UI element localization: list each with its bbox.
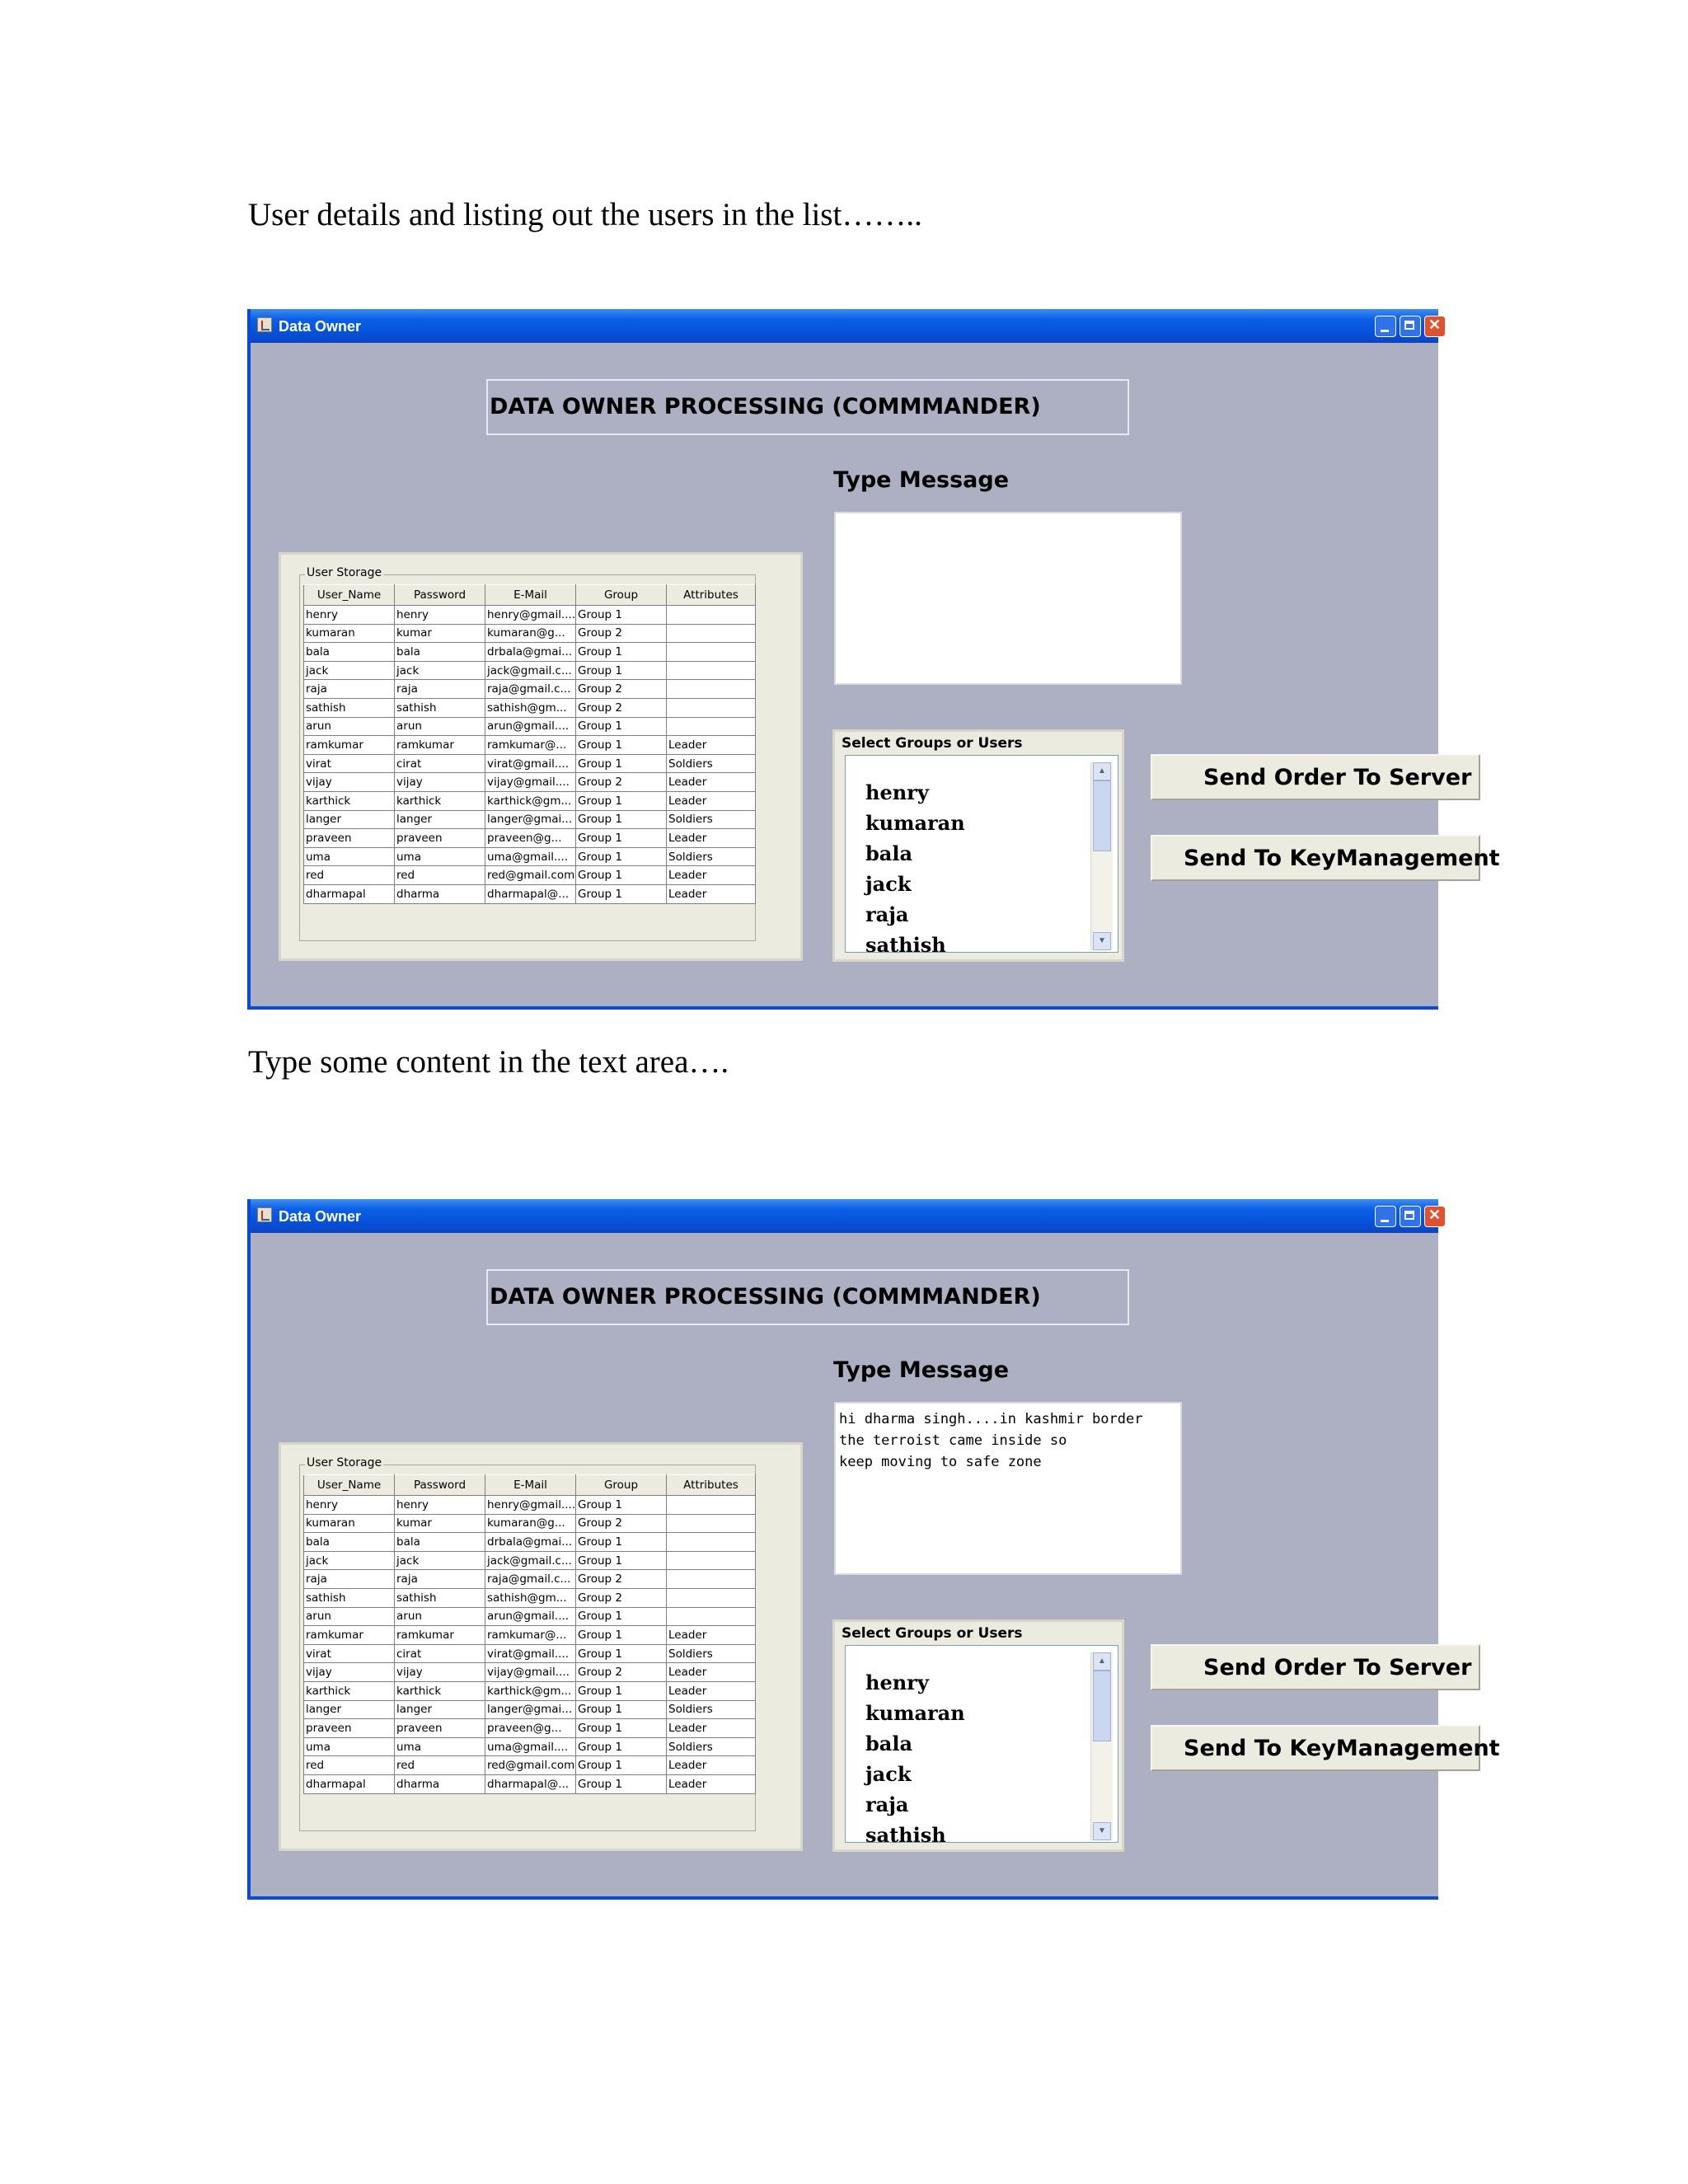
table-cell: karthick	[304, 1681, 395, 1700]
caption-user-details: User details and listing out the users in the list……..	[248, 197, 922, 232]
list-item[interactable]: raja	[865, 1793, 909, 1816]
type-message-label: Type Message	[833, 1357, 1010, 1383]
message-textarea[interactable]	[834, 1402, 1182, 1575]
table-cell: Group 1	[576, 791, 667, 810]
table-body	[304, 606, 756, 904]
column-header-email[interactable]: E-Mail	[485, 1475, 576, 1496]
table-cell: Group 2	[576, 624, 667, 643]
title-bar[interactable]	[251, 1199, 1438, 1233]
table-row[interactable]	[304, 1774, 756, 1793]
table-cell: virat	[304, 1644, 395, 1663]
table-cell: raja@gmail.c...	[485, 680, 576, 699]
table-cell: Soldiers	[667, 1644, 756, 1663]
table-row[interactable]	[304, 1681, 756, 1700]
table-cell: praveen@g...	[485, 829, 576, 848]
table-cell: jack	[395, 661, 485, 680]
table-cell: langer@gmai...	[485, 810, 576, 829]
table-cell: arun@gmail....	[485, 1607, 576, 1626]
table-cell: jack	[304, 661, 395, 680]
type-message-label: Type Message	[833, 467, 1010, 493]
message-textarea[interactable]	[834, 512, 1182, 685]
table-cell: red	[304, 866, 395, 885]
table-cell: Leader	[667, 1756, 756, 1775]
table-cell: arun	[304, 1607, 395, 1626]
table-cell: praveen	[304, 829, 395, 848]
table-cell: Group 1	[576, 829, 667, 848]
table-cell: kumar	[395, 1514, 485, 1533]
table-cell: Leader	[667, 1681, 756, 1700]
table-cell: Group 2	[576, 1570, 667, 1589]
table-cell: langer	[395, 810, 485, 829]
select-groups-panel	[832, 729, 1124, 962]
table-cell: Leader	[667, 866, 756, 885]
table-cell: red	[304, 1756, 395, 1775]
column-header-group[interactable]: Group	[576, 1475, 667, 1496]
table-cell: karthick	[395, 1681, 485, 1700]
table-cell: uma	[395, 847, 485, 866]
table-cell: uma@gmail....	[485, 1737, 576, 1756]
table-row[interactable]	[304, 661, 756, 680]
table-cell: vijay	[304, 773, 395, 792]
table-cell: Leader	[667, 1719, 756, 1738]
maximize-icon[interactable]	[1400, 316, 1421, 337]
table-cell	[667, 624, 756, 643]
table-cell: Leader	[667, 773, 756, 792]
table-cell: arun	[395, 717, 485, 736]
table-cell: karthick	[304, 791, 395, 810]
list-scrollbar[interactable]	[1090, 762, 1113, 950]
table-cell: bala	[304, 643, 395, 662]
table-cell: uma	[304, 847, 395, 866]
table-cell	[667, 1533, 756, 1552]
scroll-up-icon[interactable]: ▲	[1093, 1652, 1111, 1671]
user-table[interactable]	[303, 1474, 756, 1794]
java-cup-icon	[257, 1207, 272, 1222]
page-title: DATA OWNER PROCESSING (COMMMANDER)	[486, 1269, 1129, 1325]
table-cell: Leader	[667, 829, 756, 848]
column-header-group[interactable]: Group	[576, 585, 667, 606]
column-header-password[interactable]: Password	[395, 585, 485, 606]
table-cell: dharmapal@...	[485, 884, 576, 903]
table-cell: karthick@gm...	[485, 1681, 576, 1700]
table-cell: Group 1	[576, 847, 667, 866]
table-cell: uma@gmail....	[485, 847, 576, 866]
table-cell: henry	[304, 606, 395, 625]
table-cell: Soldiers	[667, 1737, 756, 1756]
table-cell	[667, 643, 756, 662]
table-row[interactable]	[304, 884, 756, 903]
user-storage-panel	[279, 1442, 803, 1851]
table-cell: dharmapal	[304, 1774, 395, 1793]
table-cell: kumaran	[304, 1514, 395, 1533]
table-cell: Group 1	[576, 1533, 667, 1552]
users-list[interactable]	[845, 755, 1118, 957]
table-cell: drbala@gmai...	[485, 1533, 576, 1552]
table-cell: sathish	[304, 1588, 395, 1607]
data-owner-window-2	[247, 1199, 1500, 1900]
table-cell: kumaran	[304, 624, 395, 643]
table-cell	[667, 1514, 756, 1533]
table-cell: bala	[395, 643, 485, 662]
users-list[interactable]	[845, 1645, 1118, 1847]
table-row[interactable]	[304, 829, 756, 848]
column-header-username[interactable]: User_Name	[304, 585, 395, 606]
user-storage-panel	[279, 552, 803, 961]
table-cell: jack	[304, 1551, 395, 1570]
list-item[interactable]: jack	[865, 872, 912, 896]
table-cell: Leader	[667, 884, 756, 903]
table-cell: virat@gmail....	[485, 754, 576, 773]
table-cell: vijay	[395, 773, 485, 792]
scroll-thumb[interactable]	[1093, 780, 1111, 851]
table-row[interactable]	[304, 698, 756, 717]
table-cell: red	[395, 866, 485, 885]
table-cell: red	[395, 1756, 485, 1775]
table-row[interactable]	[304, 643, 756, 662]
table-cell: sathish@gm...	[485, 1588, 576, 1607]
list-item[interactable]: raja	[865, 902, 909, 926]
table-cell: ramkumar	[304, 736, 395, 755]
send-key-management-button[interactable]: Send To KeyManagement	[1151, 1725, 1480, 1771]
user-storage-group	[299, 566, 756, 941]
table-cell: henry	[304, 1496, 395, 1515]
table-cell: red@gmail.com	[485, 1756, 576, 1775]
table-cell: Soldiers	[667, 1700, 756, 1719]
caption-type-content: Type some content in the text area….	[248, 1044, 729, 1080]
list-item[interactable]: sathish	[865, 933, 946, 957]
table-cell: Group 1	[576, 1756, 667, 1775]
table-cell	[667, 1588, 756, 1607]
maximize-icon[interactable]	[1400, 1206, 1421, 1227]
column-header-attributes[interactable]: Attributes	[667, 585, 756, 606]
table-cell: ramkumar@...	[485, 1626, 576, 1645]
table-cell	[667, 1607, 756, 1626]
table-row[interactable]	[304, 1551, 756, 1570]
table-cell	[667, 698, 756, 717]
list-item[interactable]: jack	[865, 1762, 912, 1786]
scroll-down-icon[interactable]: ▼	[1093, 1822, 1111, 1840]
table-row[interactable]	[304, 810, 756, 829]
table-cell: karthick	[395, 791, 485, 810]
table-cell: virat@gmail....	[485, 1644, 576, 1663]
close-icon[interactable]	[1424, 316, 1446, 337]
column-header-username[interactable]: User_Name	[304, 1475, 395, 1496]
list-item[interactable]: bala	[865, 1732, 912, 1755]
table-row[interactable]	[304, 1533, 756, 1552]
column-header-email[interactable]: E-Mail	[485, 585, 576, 606]
table-cell: vijay	[395, 1663, 485, 1682]
table-cell: langer	[395, 1700, 485, 1719]
window-title: Data Owner	[279, 1208, 362, 1225]
table-cell: praveen@g...	[485, 1719, 576, 1738]
send-order-button[interactable]: Send Order To Server	[1151, 754, 1480, 800]
table-body	[304, 1496, 756, 1794]
table-cell: Group 1	[576, 1551, 667, 1570]
table-cell: Group 2	[576, 1588, 667, 1607]
table-cell: langer	[304, 810, 395, 829]
list-item[interactable]: bala	[865, 841, 912, 865]
table-cell: uma	[304, 1737, 395, 1756]
table-row[interactable]	[304, 1588, 756, 1607]
select-groups-title: Select Groups or Users	[842, 1625, 1023, 1642]
table-cell	[667, 717, 756, 736]
table-cell: ramkumar	[395, 736, 485, 755]
table-cell: Group 1	[576, 1737, 667, 1756]
table-cell: bala	[304, 1533, 395, 1552]
user-storage-title: User Storage	[307, 566, 382, 579]
table-cell: Group 1	[576, 736, 667, 755]
table-cell: Group 1	[576, 884, 667, 903]
scroll-up-icon[interactable]: ▲	[1093, 762, 1111, 780]
table-row[interactable]	[304, 866, 756, 885]
table-cell: virat	[304, 754, 395, 773]
list-item[interactable]: kumaran	[865, 811, 965, 835]
user-storage-group	[299, 1456, 756, 1831]
table-cell: sathish@gm...	[485, 698, 576, 717]
data-owner-window-1	[247, 309, 1500, 1010]
table-cell: arun	[304, 717, 395, 736]
table-cell: Group 1	[576, 717, 667, 736]
table-cell: raja@gmail.c...	[485, 1570, 576, 1589]
table-cell: Group 1	[576, 866, 667, 885]
table-cell: Group 1	[576, 1626, 667, 1645]
table-row[interactable]	[304, 680, 756, 699]
table-cell	[667, 680, 756, 699]
java-cup-icon	[257, 317, 272, 332]
table-cell: dharmapal@...	[485, 1774, 576, 1793]
table-cell: raja	[395, 680, 485, 699]
table-row[interactable]	[304, 624, 756, 643]
table-cell: Leader	[667, 791, 756, 810]
table-row[interactable]	[304, 847, 756, 866]
table-cell: kumaran@g...	[485, 1514, 576, 1533]
table-cell: Soldiers	[667, 847, 756, 866]
table-row[interactable]	[304, 736, 756, 755]
list-item[interactable]: sathish	[865, 1823, 946, 1847]
column-header-attributes[interactable]: Attributes	[667, 1475, 756, 1496]
table-cell	[667, 661, 756, 680]
table-cell: Group 1	[576, 1774, 667, 1793]
table-cell: jack	[395, 1551, 485, 1570]
table-row[interactable]	[304, 754, 756, 773]
minimize-icon[interactable]	[1375, 1206, 1396, 1227]
table-cell: Group 2	[576, 680, 667, 699]
table-row[interactable]	[304, 773, 756, 792]
table-cell: dharma	[395, 1774, 485, 1793]
table-cell: henry@gmail....	[485, 606, 576, 625]
list-scrollbar[interactable]	[1090, 1652, 1113, 1840]
table-cell	[667, 1551, 756, 1570]
table-row[interactable]	[304, 791, 756, 810]
table-cell: karthick@gm...	[485, 791, 576, 810]
table-cell: Group 2	[576, 773, 667, 792]
table-cell: praveen	[395, 1719, 485, 1738]
send-key-management-button[interactable]: Send To KeyManagement	[1151, 835, 1480, 881]
table-row[interactable]	[304, 1737, 756, 1756]
table-cell: red@gmail.com	[485, 866, 576, 885]
list-item[interactable]: henry	[865, 780, 929, 804]
table-cell: praveen	[395, 829, 485, 848]
table-cell: vijay@gmail....	[485, 1663, 576, 1682]
table-cell: Group 1	[576, 1719, 667, 1738]
send-order-button[interactable]: Send Order To Server	[1151, 1644, 1480, 1690]
table-cell: Leader	[667, 1774, 756, 1793]
table-cell: ramkumar@...	[485, 736, 576, 755]
minimize-icon[interactable]	[1375, 316, 1396, 337]
user-storage-title: User Storage	[307, 1456, 382, 1469]
user-table[interactable]	[303, 584, 756, 904]
table-cell: uma	[395, 1737, 485, 1756]
table-cell: Group 1	[576, 643, 667, 662]
list-item[interactable]: henry	[865, 1671, 929, 1694]
table-row[interactable]	[304, 1496, 756, 1515]
page-title: DATA OWNER PROCESSING (COMMMANDER)	[486, 379, 1129, 435]
table-cell: Group 2	[576, 1663, 667, 1682]
window-title: Data Owner	[279, 318, 362, 335]
table-cell: Soldiers	[667, 810, 756, 829]
table-cell: arun@gmail....	[485, 717, 576, 736]
table-cell: henry	[395, 1496, 485, 1515]
table-cell: henry	[395, 606, 485, 625]
scroll-down-icon[interactable]: ▼	[1093, 932, 1111, 950]
table-cell: bala	[395, 1533, 485, 1552]
table-cell: Leader	[667, 1663, 756, 1682]
table-cell: sathish	[304, 698, 395, 717]
table-row[interactable]	[304, 1644, 756, 1663]
table-cell: Group 1	[576, 1681, 667, 1700]
table-row[interactable]	[304, 1719, 756, 1738]
table-cell: Leader	[667, 1626, 756, 1645]
table-cell: cirat	[395, 754, 485, 773]
table-cell: Soldiers	[667, 754, 756, 773]
table-cell: dharmapal	[304, 884, 395, 903]
table-cell	[667, 606, 756, 625]
table-cell: Group 2	[576, 1514, 667, 1533]
table-row[interactable]	[304, 1570, 756, 1589]
table-row[interactable]	[304, 1607, 756, 1626]
select-groups-panel	[832, 1619, 1124, 1852]
list-item[interactable]: kumaran	[865, 1701, 965, 1725]
table-cell: langer@gmai...	[485, 1700, 576, 1719]
table-cell: Group 1	[576, 606, 667, 625]
table-cell: ramkumar	[304, 1626, 395, 1645]
table-cell: Group 1	[576, 810, 667, 829]
table-cell: henry@gmail....	[485, 1496, 576, 1515]
close-icon[interactable]	[1424, 1206, 1446, 1227]
table-cell: jack@gmail.c...	[485, 661, 576, 680]
table-cell: Group 1	[576, 1644, 667, 1663]
table-cell: kumar	[395, 624, 485, 643]
table-cell: Group 1	[576, 754, 667, 773]
table-cell: vijay@gmail....	[485, 773, 576, 792]
table-cell: kumaran@g...	[485, 624, 576, 643]
table-row[interactable]	[304, 1626, 756, 1645]
table-cell: Group 1	[576, 1607, 667, 1626]
table-cell: langer	[304, 1700, 395, 1719]
table-cell: sathish	[395, 1588, 485, 1607]
table-cell: Group 2	[576, 698, 667, 717]
table-cell	[667, 1570, 756, 1589]
table-cell: arun	[395, 1607, 485, 1626]
table-cell	[667, 1496, 756, 1515]
table-cell: drbala@gmai...	[485, 643, 576, 662]
table-cell: jack@gmail.c...	[485, 1551, 576, 1570]
table-cell: vijay	[304, 1663, 395, 1682]
select-groups-title: Select Groups or Users	[842, 735, 1023, 752]
title-bar[interactable]	[251, 309, 1438, 343]
table-row[interactable]	[304, 1756, 756, 1775]
table-cell: raja	[304, 680, 395, 699]
table-row[interactable]	[304, 1700, 756, 1719]
table-cell: praveen	[304, 1719, 395, 1738]
column-header-password[interactable]: Password	[395, 1475, 485, 1496]
table-row[interactable]	[304, 606, 756, 625]
table-cell: sathish	[395, 698, 485, 717]
scroll-thumb[interactable]	[1093, 1671, 1111, 1741]
table-cell: Leader	[667, 736, 756, 755]
table-row[interactable]	[304, 1663, 756, 1682]
table-row[interactable]	[304, 717, 756, 736]
table-cell: Group 1	[576, 1496, 667, 1515]
table-cell: ramkumar	[395, 1626, 485, 1645]
table-cell: raja	[304, 1570, 395, 1589]
table-cell: cirat	[395, 1644, 485, 1663]
table-cell: Group 1	[576, 661, 667, 680]
table-cell: dharma	[395, 884, 485, 903]
table-row[interactable]	[304, 1514, 756, 1533]
table-cell: raja	[395, 1570, 485, 1589]
table-cell: Group 1	[576, 1700, 667, 1719]
